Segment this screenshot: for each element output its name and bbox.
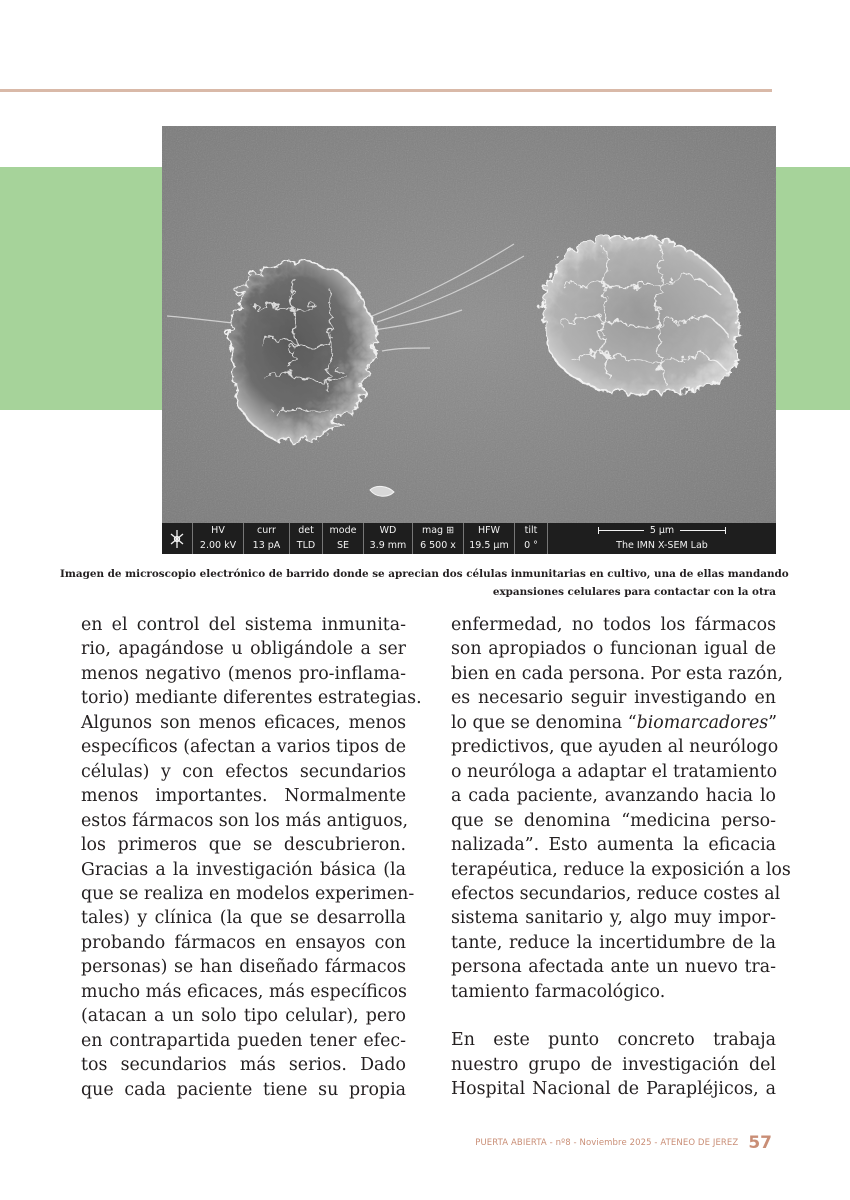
sem-value: 2.00 kV <box>199 539 237 551</box>
text-line: los primeros que se descubrieron. <box>81 835 406 856</box>
text-fragment: ” <box>768 712 778 733</box>
text-line: nuestro grupo de investigación del <box>451 1054 776 1075</box>
sem-data-bar <box>162 523 776 554</box>
scale-label: 5 µm <box>649 524 675 536</box>
text-line: personas) se han diseñado fármacos <box>81 957 406 978</box>
sem-field-hv <box>193 523 244 554</box>
page-number: 57 <box>748 1133 772 1153</box>
scale-bar-right <box>680 530 726 531</box>
sem-micrograph <box>162 126 776 523</box>
sem-value: 13 pA <box>252 539 281 551</box>
text-line: bien en cada persona. Por esta razón, <box>451 663 784 684</box>
sem-field-mag <box>413 523 464 554</box>
sem-label: curr <box>257 525 276 537</box>
left-column <box>81 613 422 1102</box>
green-band-right <box>776 167 850 410</box>
text-line: células) y con efectos secundarios <box>81 761 406 782</box>
sem-scale <box>548 523 776 554</box>
microscope-logo-icon <box>162 523 193 554</box>
text-line: tamiento farmacológico. <box>451 981 666 1002</box>
sem-figure <box>162 126 776 554</box>
sem-label: HFW <box>477 525 500 537</box>
text-line: que cada paciente tiene su propia <box>81 1079 406 1100</box>
text-line: o neuróloga a adaptar el tratamiento <box>451 761 778 782</box>
text-line: persona afectada ante un nuevo tra- <box>451 957 776 978</box>
text-fragment: lo que se denomina “ <box>451 712 637 733</box>
biomarcadores-term: biomarcadores <box>636 712 769 733</box>
sem-value: 0 ° <box>524 539 538 551</box>
text-line: que se realiza en modelos experimen- <box>81 883 415 904</box>
text-line: son apropiados o funcionan igual de <box>451 639 776 660</box>
sem-field-wd <box>364 523 413 554</box>
sem-label: mode <box>329 525 357 537</box>
text-line: es necesario seguir investigando en <box>451 688 776 709</box>
text-line: (atacan a un solo tipo celular), pero <box>81 1006 406 1027</box>
text-line: menos negativo (menos pro-inflama- <box>81 663 406 684</box>
text-line: Gracias a la investigación básica (la <box>81 859 406 880</box>
sem-field-hfw <box>464 523 515 554</box>
text-line: tante, reduce la incertidumbre de la <box>451 932 776 953</box>
sem-field-tilt <box>515 523 548 554</box>
text-line: específicos (afectan a varios tipos de <box>81 737 406 758</box>
lab-name: The IMN X-SEM Lab <box>616 540 708 552</box>
text-line: Algunos son menos eficaces, menos <box>81 712 406 733</box>
text-line: terapéutica, reduce la exposición a los <box>451 859 791 880</box>
text-line: tales) y clínica (la que se desarrolla <box>81 908 406 929</box>
paragraph-gap <box>451 1004 776 1028</box>
text-line: rio, apagándose u obligándole a ser <box>81 639 406 660</box>
text-line: a cada paciente, avanzando hacia lo <box>451 786 776 807</box>
sem-field-det <box>290 523 323 554</box>
text-line: torio) mediante diferentes estrategias. <box>81 688 422 709</box>
sem-label: WD <box>379 525 397 537</box>
sem-label: HV <box>211 525 225 537</box>
sem-label: mag ⊞ <box>421 525 455 537</box>
text-line: menos importantes. Normalmente <box>81 786 406 807</box>
sem-label: det <box>298 525 314 537</box>
text-line: en contrapartida pueden tener efec- <box>81 1030 406 1051</box>
text-line: enfermedad, no todos los fármacos <box>451 615 776 635</box>
text-line: en el control del sistema inmunita- <box>81 615 406 635</box>
text-line: mucho más eficaces, más específicos <box>81 981 407 1002</box>
caption-line: Imagen de microscopio electrónico de barrido donde se aprecian dos células inmunitarias en cultivo, una de ellas mandando <box>60 568 789 580</box>
text-line: En este punto concreto trabaja <box>451 1030 776 1051</box>
text-line: probando fármacos en ensayos con <box>81 932 406 953</box>
text-line: efectos secundarios, reduce costes al <box>451 883 781 904</box>
page-footer <box>440 1131 772 1155</box>
text-line: Hospital Nacional de Parapléjicos, a <box>451 1079 776 1100</box>
sem-field-curr <box>244 523 290 554</box>
text-line: estos fármacos son los más antiguos, <box>81 810 409 831</box>
text-line: que se denomina “medicina perso- <box>451 810 776 831</box>
text-line: sistema sanitario y, algo muy impor- <box>451 908 776 929</box>
text-line <box>451 711 776 735</box>
footer-publication: PUERTA ABIERTA - nº8 - Noviembre 2025 - ATENEO DE JEREZ <box>475 1138 739 1148</box>
sem-value: 6 500 x <box>420 539 456 551</box>
caption-line: expansiones celulares para contactar con la otra <box>492 586 776 598</box>
sem-value: SE <box>336 539 350 551</box>
right-column <box>451 613 791 1102</box>
figure-caption <box>60 565 789 601</box>
text-line: predictivos, que ayuden al neurólogo <box>451 737 779 758</box>
sem-value: 19.5 µm <box>469 539 509 551</box>
text-line: tos secundarios más serios. Dado <box>81 1055 406 1076</box>
sem-field-mode <box>323 523 364 554</box>
text-line: nalizada”. Esto aumenta la eficacia <box>451 835 776 856</box>
green-band-left <box>0 167 162 410</box>
sem-label: tilt <box>524 525 538 537</box>
sem-value: 3.9 mm <box>369 539 407 551</box>
scale-bar-left <box>598 530 644 531</box>
header-rule <box>0 89 772 92</box>
sem-value: TLD <box>296 539 316 551</box>
